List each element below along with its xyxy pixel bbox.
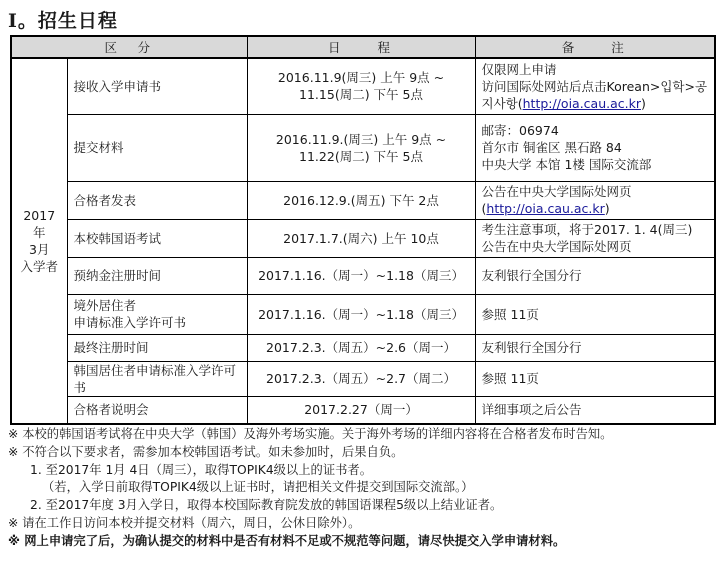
note-cell: 参照 11页 bbox=[475, 361, 715, 396]
table-row bbox=[11, 257, 715, 294]
item-cell: 接收入学申请书 bbox=[67, 58, 247, 114]
table-row bbox=[11, 396, 715, 424]
table-row bbox=[11, 58, 715, 114]
header-remarks: 备 注 bbox=[475, 36, 715, 58]
date-cell: 2017.1.16.（周一）~1.18（周三） bbox=[247, 257, 475, 294]
oia-link[interactable]: http://oia.cau.ac.kr bbox=[486, 201, 605, 216]
item-cell: 预纳金注册时间 bbox=[67, 257, 247, 294]
date-cell: 2016.11.9(周三) 上午 9点 ~ 11.15(周二) 下午 5点 bbox=[247, 58, 475, 114]
notes-section bbox=[8, 426, 718, 551]
note-line: ※ 网上申请完了后，为确认提交的材料中是否有材料不足或不规范等问题，请尽快提交入学申请材料。 bbox=[8, 533, 566, 548]
date-cell: 2017.2.27（周一） bbox=[247, 396, 475, 424]
item-cell: 最终注册时间 bbox=[67, 334, 247, 361]
item-cell: 提交材料 bbox=[67, 114, 247, 181]
oia-link[interactable]: http://oia.cau.ac.kr bbox=[522, 95, 641, 111]
note-cell: 公告在中央大学国际处网页 (http://oia.cau.ac.kr) bbox=[475, 181, 715, 219]
note-line: ※ 本校的韩国语考试将在中央大学（韩国）及海外考场实施。关于海外考场的详细内容将在合格者发布时告知。 bbox=[8, 427, 613, 441]
item-cell: 合格者发表 bbox=[67, 181, 247, 219]
header-schedule: 日 程 bbox=[247, 36, 475, 58]
date-cell: 2017.2.3.（周五）~2.7（周二） bbox=[247, 361, 475, 396]
table-row bbox=[11, 361, 715, 396]
date-cell: 2016.11.9.(周三) 上午 9点 ~ 11.22(周二) 下午 5点 bbox=[247, 114, 475, 181]
date-cell: 2017.1.16.（周一）~1.18（周三） bbox=[247, 294, 475, 334]
note-cell: 友利银行全国分行 bbox=[475, 334, 715, 361]
note-cell: 仅限网上申请 访问国际处网站后点击Korean>입학>공 지사항(http://oia.cau.ac.kr) bbox=[475, 58, 715, 114]
schedule-table bbox=[10, 35, 716, 425]
date-cell: 2017.2.3.（周五）~2.6（周一） bbox=[247, 334, 475, 361]
section-title: I。招生日程 bbox=[8, 10, 118, 32]
item-cell: 本校韩国语考试 bbox=[67, 219, 247, 257]
header-category: 区 分 bbox=[11, 36, 247, 58]
item-cell: 境外居住者 申请标准入学许可书 bbox=[67, 294, 247, 334]
table-row bbox=[11, 219, 715, 257]
note-cell: 考生注意事项，将于2017. 1. 4(周三) 公告在中央大学国际处网页 bbox=[475, 219, 715, 257]
item-cell: 韩国居住者申请标准入学许可书 bbox=[67, 361, 247, 396]
note-cell: 邮寄：06974 首尔市 铜雀区 黑石路 84 中央大学 本馆 1楼 国际交流部 bbox=[475, 114, 715, 181]
table-row bbox=[11, 114, 715, 181]
date-cell: 2017.1.7.(周六) 上午 10点 bbox=[247, 219, 475, 257]
note-line: （若，入学日前取得TOPIK4级以上证书时，请把相关文件提交到国际交流部。） bbox=[42, 480, 474, 495]
note-line: ※ 不符合以下要求者，需参加本校韩国语考试。如未参加时，后果自负。 bbox=[8, 444, 404, 459]
note-cell: 参照 11页 bbox=[475, 294, 715, 334]
item-cell: 合格者说明会 bbox=[67, 396, 247, 424]
note-cell: 详细事项之后公告 bbox=[475, 396, 715, 424]
table-row bbox=[11, 334, 715, 361]
table-row bbox=[11, 294, 715, 334]
note-line: 2. 至2017年度 3月入学日，取得本校国际教育院发放的韩国语课程5级以上结业证者。 bbox=[30, 498, 503, 513]
group-label-cell: 2017年 3月 入学者 bbox=[11, 58, 67, 424]
table-header-row bbox=[11, 36, 715, 58]
table-row bbox=[11, 181, 715, 219]
note-cell: 友利银行全国分行 bbox=[475, 257, 715, 294]
note-line: ※ 请在工作日访问本校并提交材料（周六，周日，公休日除外）。 bbox=[8, 515, 361, 530]
note-line: 1. 至2017年 1月 4日（周三），取得TOPIK4级以上的证书者。 bbox=[30, 462, 373, 477]
date-cell: 2016.12.9.(周五) 下午 2点 bbox=[247, 181, 475, 219]
